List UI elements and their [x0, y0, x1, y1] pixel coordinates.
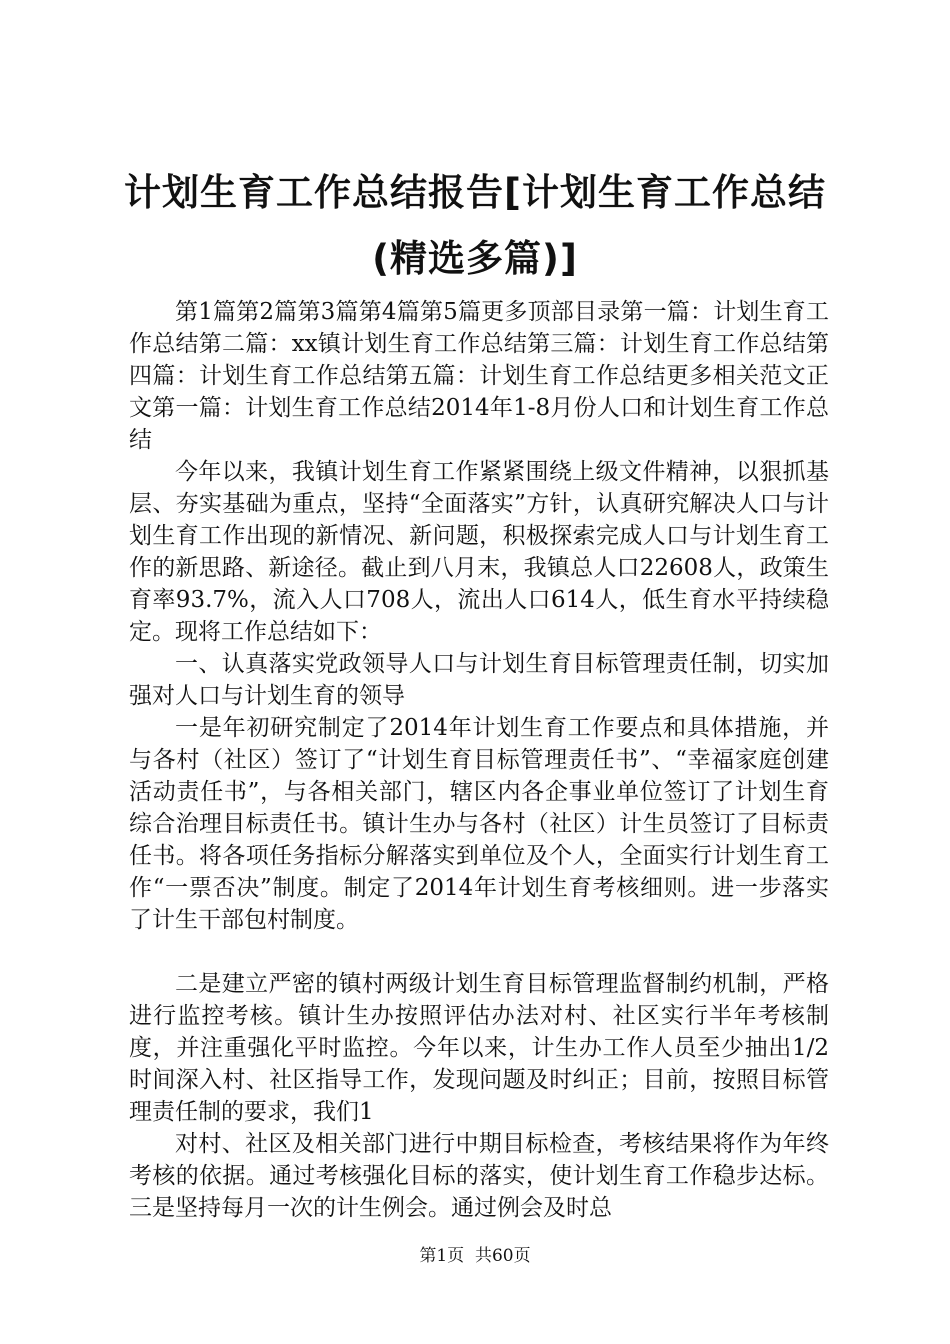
document-body	[129, 296, 829, 1224]
paragraph-continuation: 对村、社区及相关部门进行中期目标检查，考核结果将作为年终考核的依据。通过考核强化目标的落实，使计划生育工作稳步达标。三是坚持每月一次的计生例会。通过例会及时总	[129, 1131, 829, 1221]
paragraph-table-of-contents: 第1篇第2篇第3篇第4篇第5篇更多顶部目录第一篇：计划生育工作总结第二篇：xx镇计划生育工作总结第三篇：计划生育工作总结第四篇：计划生育工作总结第五篇：计划生育工作总结更多相关范文正文第一篇：计划生育工作总结2014年1-8月份人口和计划生育工作总结	[129, 299, 829, 453]
paragraph-section-heading-1: 一、认真落实党政领导人口与计划生育目标管理责任制，切实加强对人口与计划生育的领导	[129, 651, 829, 709]
paragraph-intro: 今年以来，我镇计划生育工作紧紧围绕上级文件精神，以狠抓基层、夯实基础为重点，坚持“全面落实”方针，认真研究解决人口与计划生育工作出现的新情况、新问题，积极探索完成人口与计划生育工作的新思路、新途径。截止到八月末，我镇总人口22608人，政策生育率93.7%，流入人口708人，流出人口614人，低生育水平持续稳定。现将工作总结如下：	[129, 459, 829, 645]
document-title: 计划生育工作总结报告[计划生育工作总结(精选多篇)]	[124, 171, 826, 280]
page-footer: 第1页 共60页	[419, 1246, 531, 1266]
paragraph-point-1: 一是年初研究制定了2014年计划生育工作要点和具体措施，并与各村（社区）签订了“计划生育目标管理责任书”、“幸福家庭创建活动责任书”，与各相关部门，辖区内各企事业单位签订了计划生育综合治理目标责任书。镇计生办与各村（社区）计生员签订了目标责任书。将各项任务指标分解落实到单位及个人，全面实行计划生育工作“一票否决”制度。制定了2014年计划生育考核细则。进一步落实了计生干部包村制度。	[129, 715, 829, 933]
paragraph-point-2: 二是建立严密的镇村两级计划生育目标管理监督制约机制，严格进行监控考核。镇计生办按照评估办法对村、社区实行半年考核制度，并注重强化平时监控。今年以来，计生办工作人员至少抽出1/2时间深入村、社区指导工作，发现问题及时纠正；目前，按照目标管理责任制的要求，我们1	[129, 971, 829, 1125]
